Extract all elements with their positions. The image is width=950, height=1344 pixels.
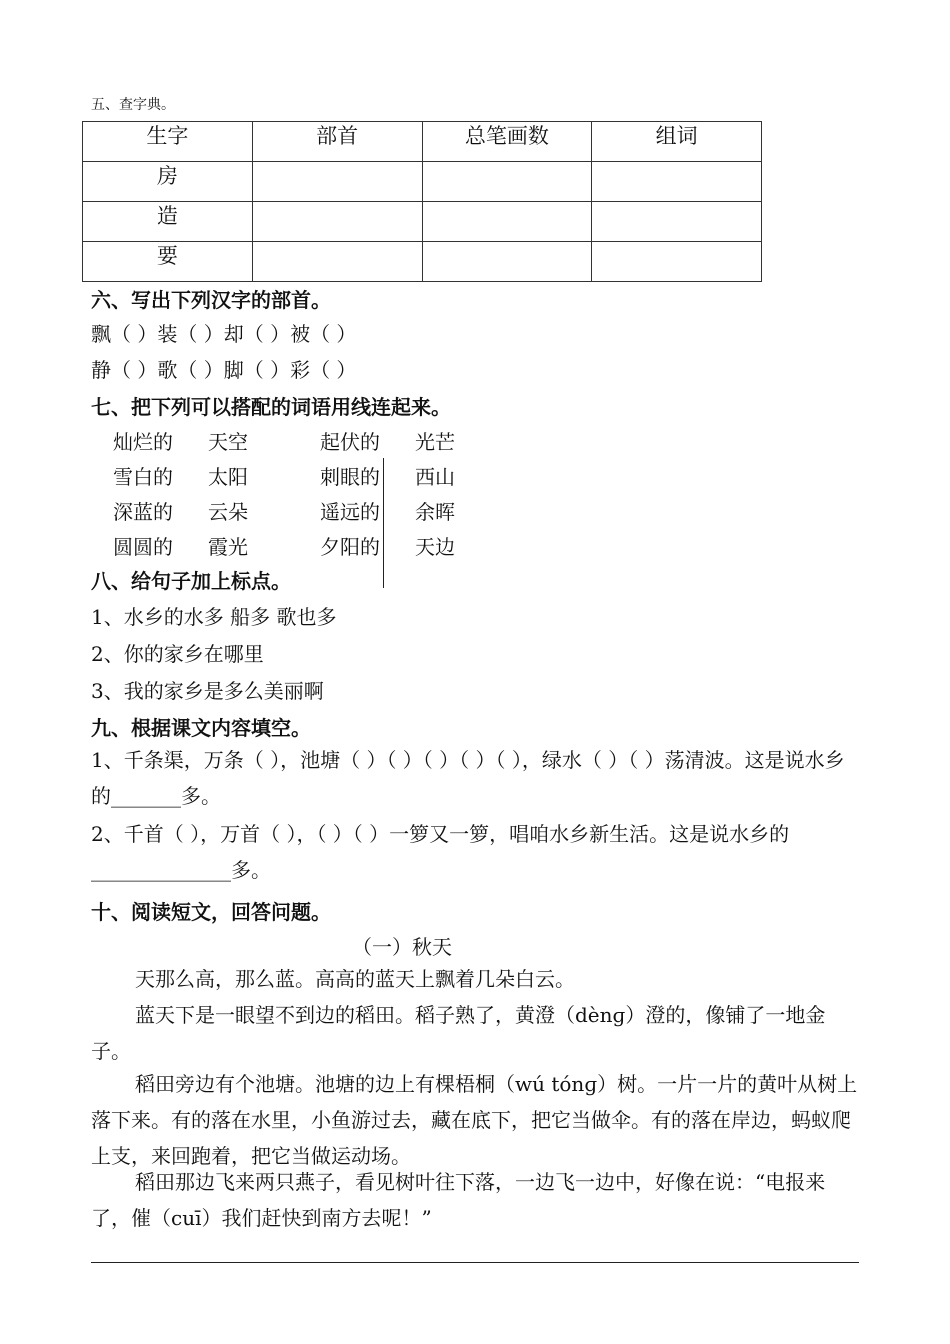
section10-title: 十、阅读短文，回答问题。 xyxy=(91,900,331,924)
match-column-3 xyxy=(320,425,380,565)
punctuation-item: 1、水乡的水多 船多 歌也多 xyxy=(91,605,337,629)
fill-blank-item-2: 2、千首（ ），万首（ ），（ ）（ ）一箩又一箩，唱咱水乡新生活。这是说水乡的______________多。 xyxy=(91,822,790,882)
header-cell: 生字 xyxy=(83,122,253,162)
section6-title: 六、写出下列汉字的部首。 xyxy=(91,288,331,312)
match-word[interactable]: 圆圆的 xyxy=(113,535,173,559)
radical-line-1: 飘（ ）装（ ）却（ ）被（ ） xyxy=(91,322,357,346)
table-row xyxy=(83,242,762,282)
passage-paragraph: 稻田那边飞来两只燕子，看见树叶往下落，一边飞一边中，好像在说：“电报来了，催（cuī）我们赶快到南方去呢！” xyxy=(91,1170,826,1230)
answer-cell[interactable] xyxy=(422,202,592,242)
punctuation-item: 2、你的家乡在哪里 xyxy=(91,642,264,666)
answer-cell[interactable] xyxy=(252,162,422,202)
match-word[interactable]: 刺眼的 xyxy=(320,465,380,489)
radical-line-2: 静（ ）歌（ ）脚（ ）彩（ ） xyxy=(91,358,357,382)
section8-title: 八、给句子加上标点。 xyxy=(91,569,291,593)
table-row xyxy=(83,202,762,242)
character-cell: 房 xyxy=(83,162,253,202)
match-word[interactable]: 天边 xyxy=(415,535,455,559)
section7-title: 七、把下列可以搭配的词语用线连起来。 xyxy=(91,395,451,419)
match-word[interactable]: 遥远的 xyxy=(320,500,380,524)
match-word[interactable]: 霞光 xyxy=(208,535,248,559)
match-word[interactable]: 夕阳的 xyxy=(320,535,380,559)
fill-blank-item-1: 1、千条渠，万条（ ），池塘（ ）（ ）（ ）（ ）（ ），绿水（ ）（ ）荡清波。这是说水乡的_______多。 xyxy=(91,748,845,808)
answer-cell[interactable] xyxy=(592,242,762,282)
bottom-rule xyxy=(91,1262,859,1263)
match-column-1 xyxy=(113,425,173,565)
section9-title: 九、根据课文内容填空。 xyxy=(91,716,311,740)
dictionary-table xyxy=(82,121,762,282)
passage-paragraph: 蓝天下是一眼望不到边的稻田。稻子熟了，黄澄（dènɡ）澄的，像铺了一地金子。 xyxy=(91,1003,826,1063)
punctuation-item: 3、我的家乡是多么美丽啊 xyxy=(91,679,324,703)
match-word[interactable]: 深蓝的 xyxy=(113,500,173,524)
character-cell: 要 xyxy=(83,242,253,282)
answer-cell[interactable] xyxy=(422,242,592,282)
match-word[interactable]: 雪白的 xyxy=(113,465,173,489)
divider-line xyxy=(383,458,384,588)
answer-cell[interactable] xyxy=(592,202,762,242)
answer-cell[interactable] xyxy=(252,202,422,242)
passage-paragraph: 天那么高，那么蓝。高高的蓝天上飘着几朵白云。 xyxy=(135,967,575,991)
match-column-2 xyxy=(208,425,248,565)
table-row xyxy=(83,162,762,202)
header-cell: 组词 xyxy=(592,122,762,162)
table-header-row xyxy=(83,122,762,162)
header-cell: 部首 xyxy=(252,122,422,162)
match-word[interactable]: 太阳 xyxy=(208,465,248,489)
passage-paragraph: 稻田旁边有个池塘。池塘的边上有棵梧桐（wú tónɡ）树。一片一片的黄叶从树上落下来。有的落在水里，小鱼游过去，藏在底下，把它当做伞。有的落在岸边，蚂蚁爬上支，来回跑着，把它当做运动场。 xyxy=(91,1072,858,1168)
character-cell: 造 xyxy=(83,202,253,242)
match-word[interactable]: 余晖 xyxy=(415,500,455,524)
answer-cell[interactable] xyxy=(252,242,422,282)
match-word[interactable]: 起伏的 xyxy=(320,430,380,454)
passage-title: （一）秋天 xyxy=(352,935,452,959)
header-cell: 总笔画数 xyxy=(422,122,592,162)
match-word[interactable]: 天空 xyxy=(208,430,248,454)
answer-cell[interactable] xyxy=(592,162,762,202)
match-word[interactable]: 灿烂的 xyxy=(113,430,173,454)
match-column-4 xyxy=(415,425,455,565)
match-word[interactable]: 西山 xyxy=(415,465,455,489)
section5-title: 五、查字典。 xyxy=(91,97,175,113)
match-word[interactable]: 光芒 xyxy=(415,430,455,454)
answer-cell[interactable] xyxy=(422,162,592,202)
match-word[interactable]: 云朵 xyxy=(208,500,248,524)
